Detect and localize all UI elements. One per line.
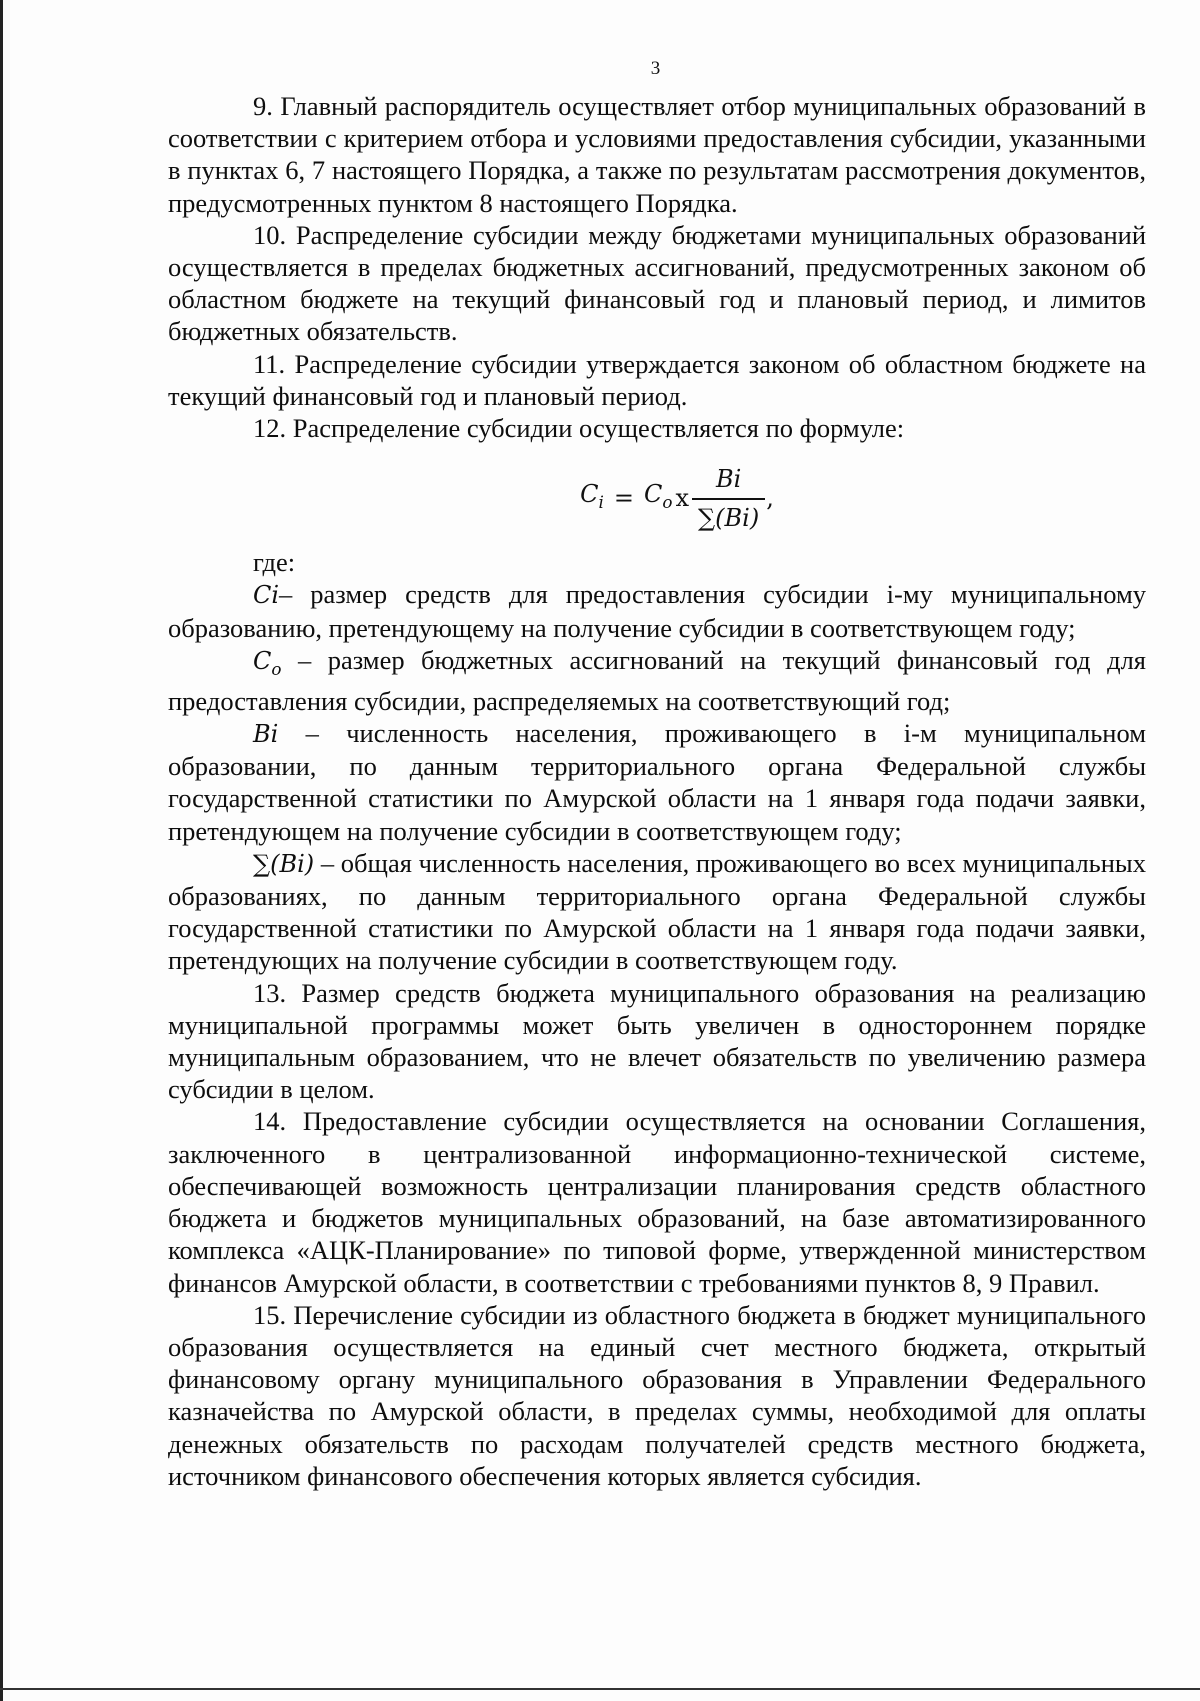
page-number: 3 [650, 58, 661, 79]
definition-ci-text: – размер средств для предоставления субсидии i-му муниципальному образованию, претендующему на получение субсидии в соответствующем году; [168, 579, 1146, 643]
symbol-ci: Ci [253, 581, 280, 610]
formula-denominator: ∑(Bi) [698, 503, 760, 532]
paragraph-12: 12. Распределение субсидии осуществляется по формуле: [253, 413, 905, 444]
symbol-co: $C_o$ [253, 646, 282, 679]
definition-sum-bi-text: – общая численность населения, проживающего во всех муниципальных образованиях, по данным территориального органа Федеральной службы государственной статистики по Амурской области на 1 января года подачи заявки, претендующих на получение субсидии в соответствующем году. [168, 847, 1146, 976]
formula-lhs: $C_i$ [580, 480, 604, 513]
definition-bi [168, 717, 1146, 847]
scan-edge-left [0, 0, 3, 1701]
symbol-sum-bi: ∑(Bi) [253, 849, 315, 878]
formula-equals: = [613, 484, 634, 513]
formula-numerator: Bi [715, 464, 742, 493]
definition-ci [168, 578, 1146, 643]
scan-edge-bottom [0, 1688, 1200, 1690]
paragraph-10: 10. Распределение субсидии между бюджетами муниципальных образований осуществляется в пределах бюджетных ассигнований, предусмотренных законом об областном бюджете на текущий финансовый год и плановый период, и лимитов бюджетных обязательств. [168, 219, 1146, 347]
paragraph-11: 11. Распределение субсидии утверждается законом об областном бюджете на текущий финансовый год и плановый период. [168, 348, 1146, 411]
definition-co-text: – размер бюджетных ассигнований на текущий финансовый год для предоставления субсидии, распределяемых на соответствующий год; [168, 644, 1146, 716]
definition-bi-text: – численность населения, проживающего в i-м муниципальном образовании, по данным территориального органа Федеральной службы государственной статистики по Амурской области на 1 января года подачи заявки, претендующем на получение субсидии в соответствующем году; [168, 718, 1146, 846]
formula-fraction [692, 463, 765, 534]
paragraph-9: 9. Главный распорядитель осуществляет отбор муниципальных образований в соответствии с критерием отбора и условиями предоставления субсидии, указанными в пунктах 6, 7 настоящего Порядка, а также по результатам рассмотрения документов, предусмотренных пунктом 8 настоящего Порядка. [168, 91, 1146, 218]
definition-sum-bi [168, 847, 1146, 977]
definition-co [168, 644, 1146, 717]
formula-rhs: $C_o$ [644, 480, 673, 513]
where-label: где: [253, 547, 296, 578]
distribution-formula [168, 450, 1146, 546]
paragraph-14: 14. Предоставление субсидии осуществляется на основании Соглашения, заключенного в централизованной информационно-технической системе, обеспечивающей возможность централизации планирования средств областного бюджета и бюджетов муниципальных образований, на базе автоматизированного комплекса «АЦК-Планирование» по типовой форме, утвержденной министерством финансов Амурской области, в соответствии с требованиями пунктов 8, 9 Правил. [168, 1106, 1146, 1298]
paragraph-15: 15. Перечисление субсидии из областного бюджета в бюджет муниципального образования осуществляется на единый счет местного бюджета, открытый финансовому органу муниципального образования в Управлении Федерального казначейства по Амурской области, в пределах суммы, необходимой для оплаты денежных обязательств по расходам получателей средств местного бюджета, источником финансового обеспечения которых является субсидия. [168, 1299, 1146, 1491]
symbol-bi: Bi [253, 720, 279, 749]
paragraph-13: 13. Размер средств бюджета муниципального образования на реализацию муниципальной программы может быть увеличен в одностороннем порядке муниципальным образованием, что не влечет обязательств по увеличению размера субсидии в целом. [168, 977, 1146, 1105]
document-body [168, 90, 1146, 1492]
formula-comma: , [766, 484, 774, 513]
formula-times: x [675, 484, 690, 513]
